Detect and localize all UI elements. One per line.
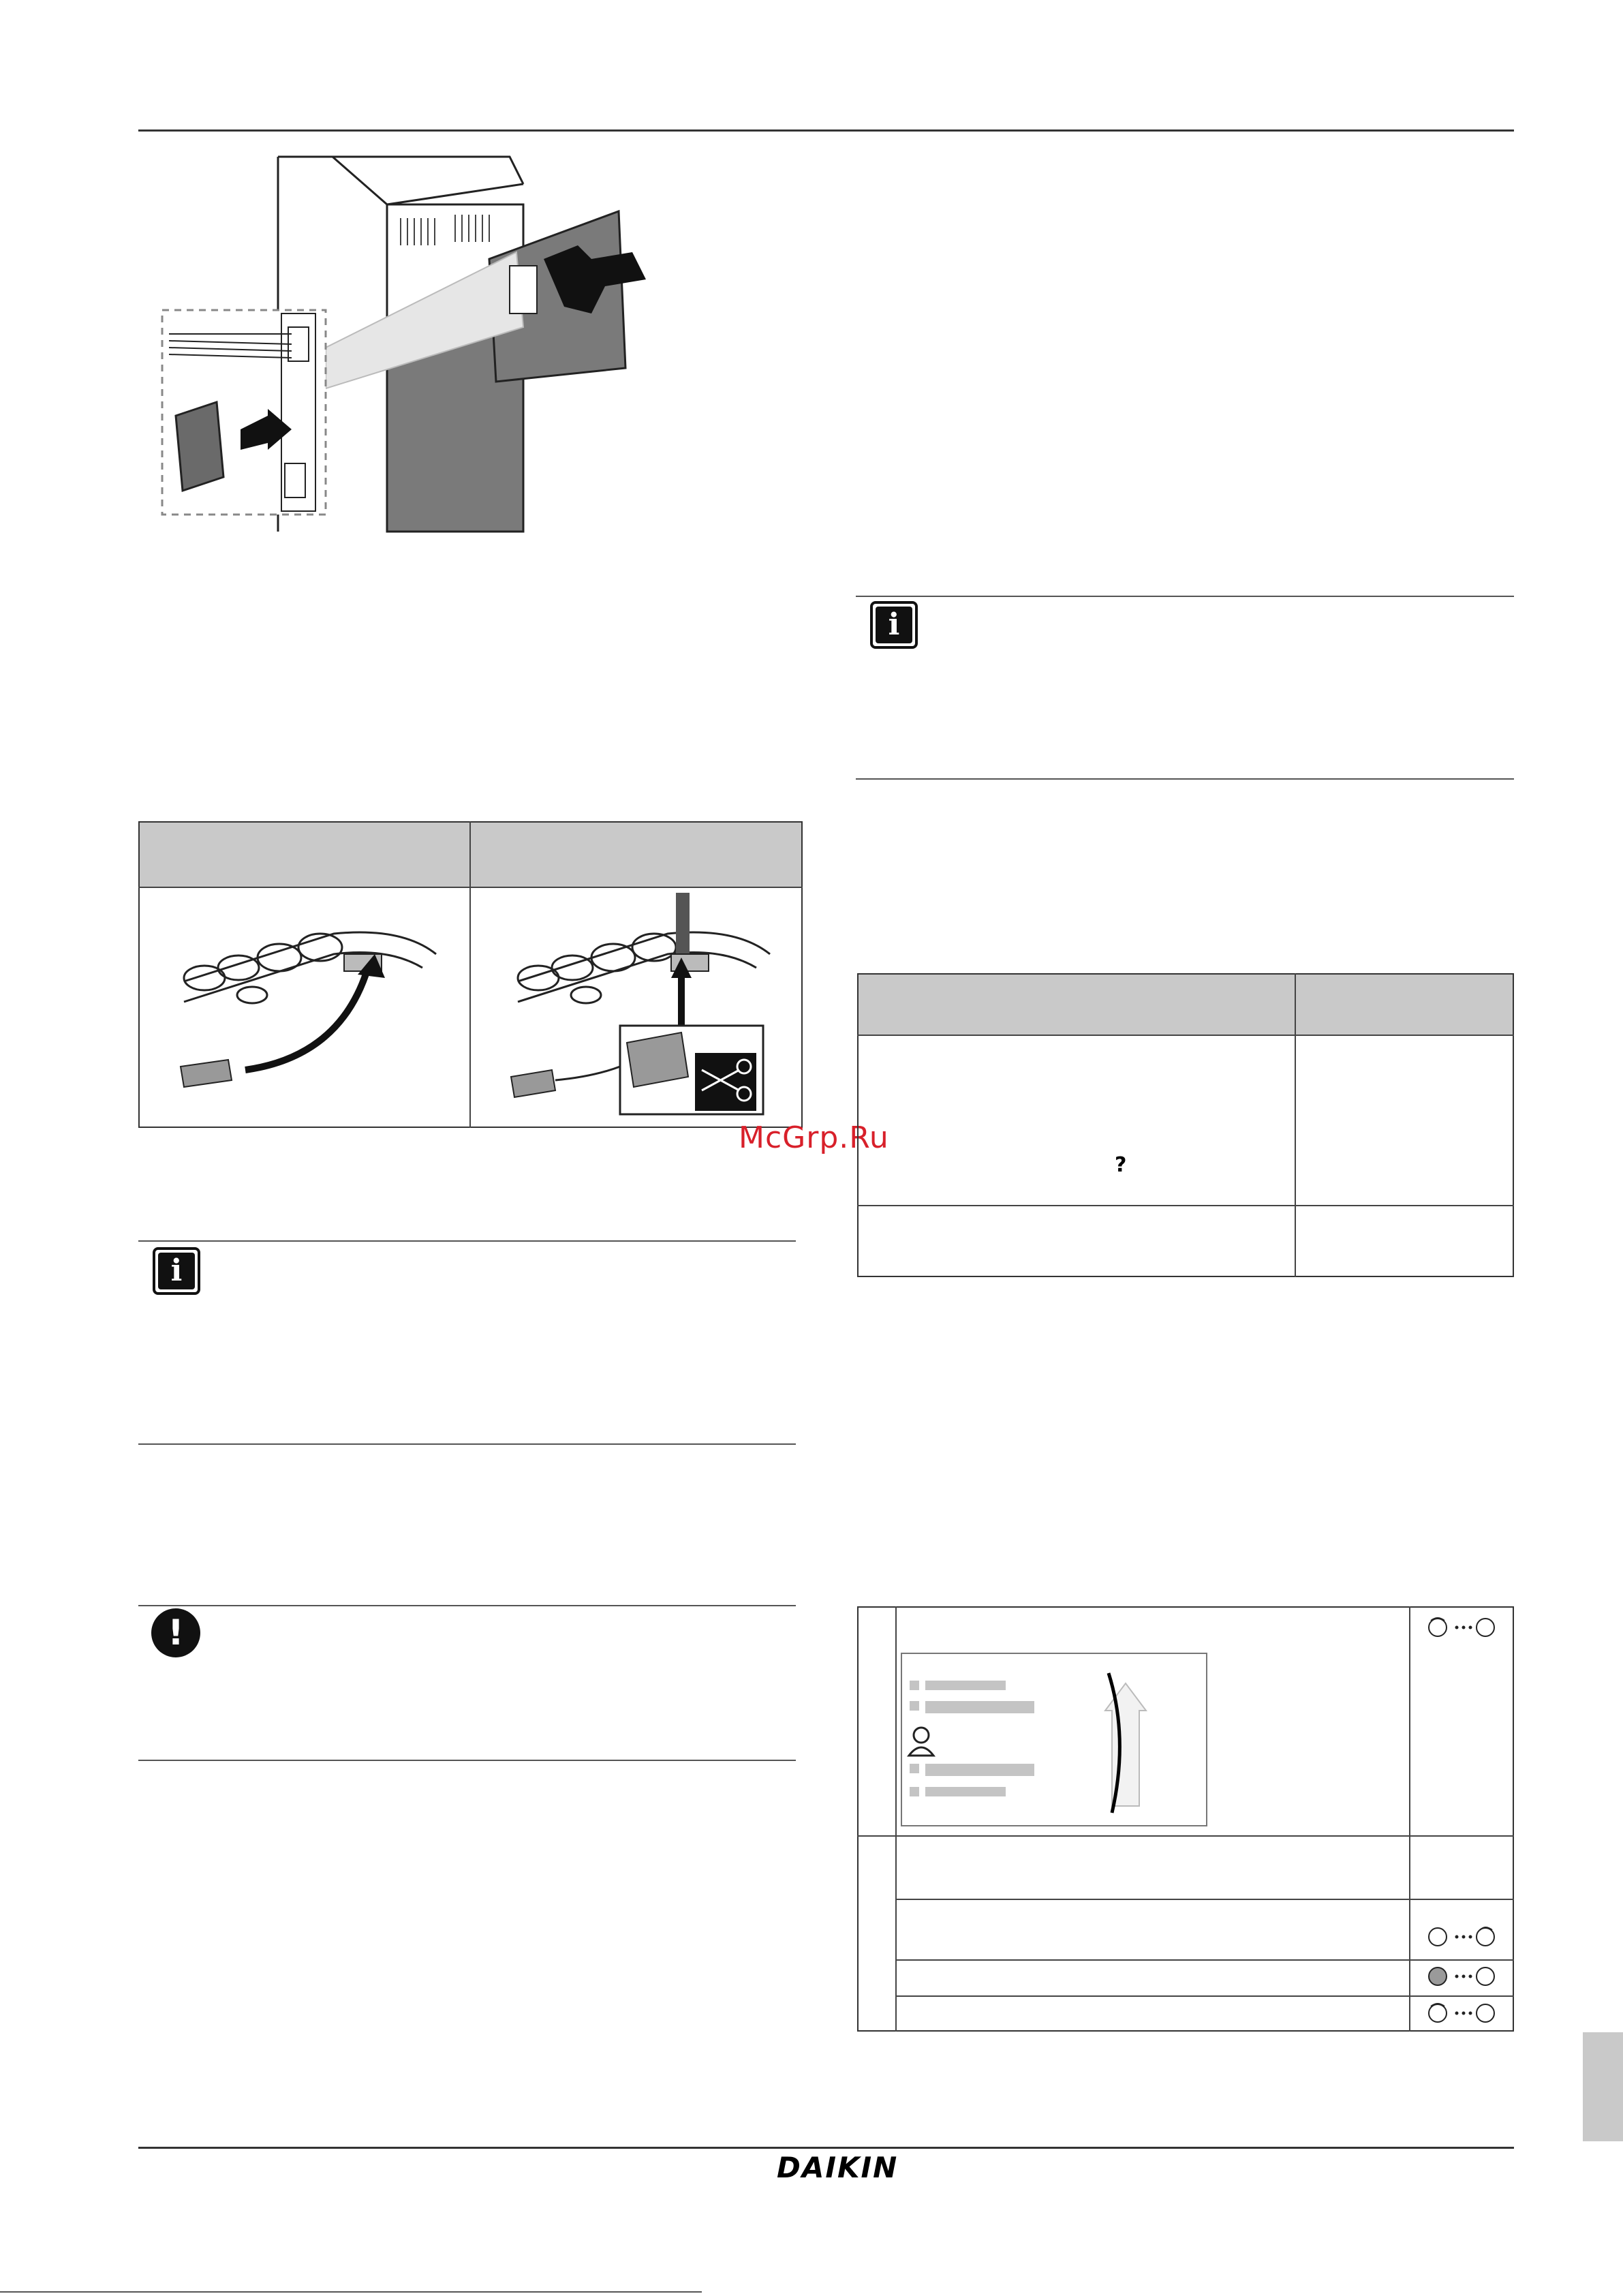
dial-select-icon xyxy=(1424,1963,1499,1990)
menu-placeholder xyxy=(925,1701,1034,1713)
right-table-divider xyxy=(1295,973,1296,1277)
pipe-seal-illustration-b xyxy=(497,893,790,1118)
watermark-text: McGrp.Ru xyxy=(739,1120,889,1155)
right-info-bottom-rule xyxy=(856,778,1514,780)
left-table-divider xyxy=(469,821,471,1128)
menu-bullet xyxy=(910,1681,919,1690)
left-table-header-rule xyxy=(138,887,803,888)
procedure-icon-col xyxy=(1409,1606,1410,2032)
info-icon-right xyxy=(870,601,918,649)
info-glyph-right: i xyxy=(876,607,912,643)
header-rule xyxy=(138,129,1514,132)
right-table-header-rule xyxy=(857,1035,1514,1036)
procedure-rule-1 xyxy=(857,1835,1514,1837)
help-symbol: ? xyxy=(1115,1153,1127,1177)
side-tab xyxy=(1583,2032,1623,2141)
warning-bottom-rule xyxy=(138,1760,796,1761)
procedure-rule-3 xyxy=(895,1959,1514,1961)
right-table-row-rule xyxy=(857,1205,1514,1206)
dial-turn-icon xyxy=(1424,1614,1499,1641)
right-info-top-rule xyxy=(856,596,1514,597)
menu-placeholder xyxy=(925,1787,1006,1796)
unit-illustration xyxy=(155,143,673,538)
menu-placeholder xyxy=(925,1681,1006,1690)
procedure-rule-2 xyxy=(895,1899,1514,1900)
daikin-logo: DAIKIN xyxy=(777,2151,899,2184)
bottom-edge-rule xyxy=(0,2291,702,2293)
menu-bullet xyxy=(910,1764,919,1773)
procedure-step-col xyxy=(895,1606,897,2032)
procedure-rule-4 xyxy=(895,1995,1514,1997)
left-info-bottom-rule xyxy=(138,1443,796,1445)
footer-rule xyxy=(138,2147,1514,2149)
dial-press-icon xyxy=(1424,1923,1499,1950)
scroll-gesture-icon xyxy=(1098,1670,1160,1820)
right-table xyxy=(857,973,1514,1277)
info-glyph: i xyxy=(158,1253,195,1289)
menu-bullet xyxy=(910,1701,919,1711)
warning-icon: ! xyxy=(151,1608,200,1657)
menu-bullet xyxy=(910,1787,919,1796)
info-icon xyxy=(153,1247,200,1295)
pipe-seal-illustration-a xyxy=(164,893,450,1118)
user-icon xyxy=(906,1726,936,1757)
menu-placeholder xyxy=(925,1764,1034,1776)
left-info-top-rule xyxy=(138,1240,796,1242)
warning-top-rule xyxy=(138,1605,796,1606)
dial-turn-icon-2 xyxy=(1424,2000,1499,2027)
screen-illustration xyxy=(901,1653,1207,1826)
